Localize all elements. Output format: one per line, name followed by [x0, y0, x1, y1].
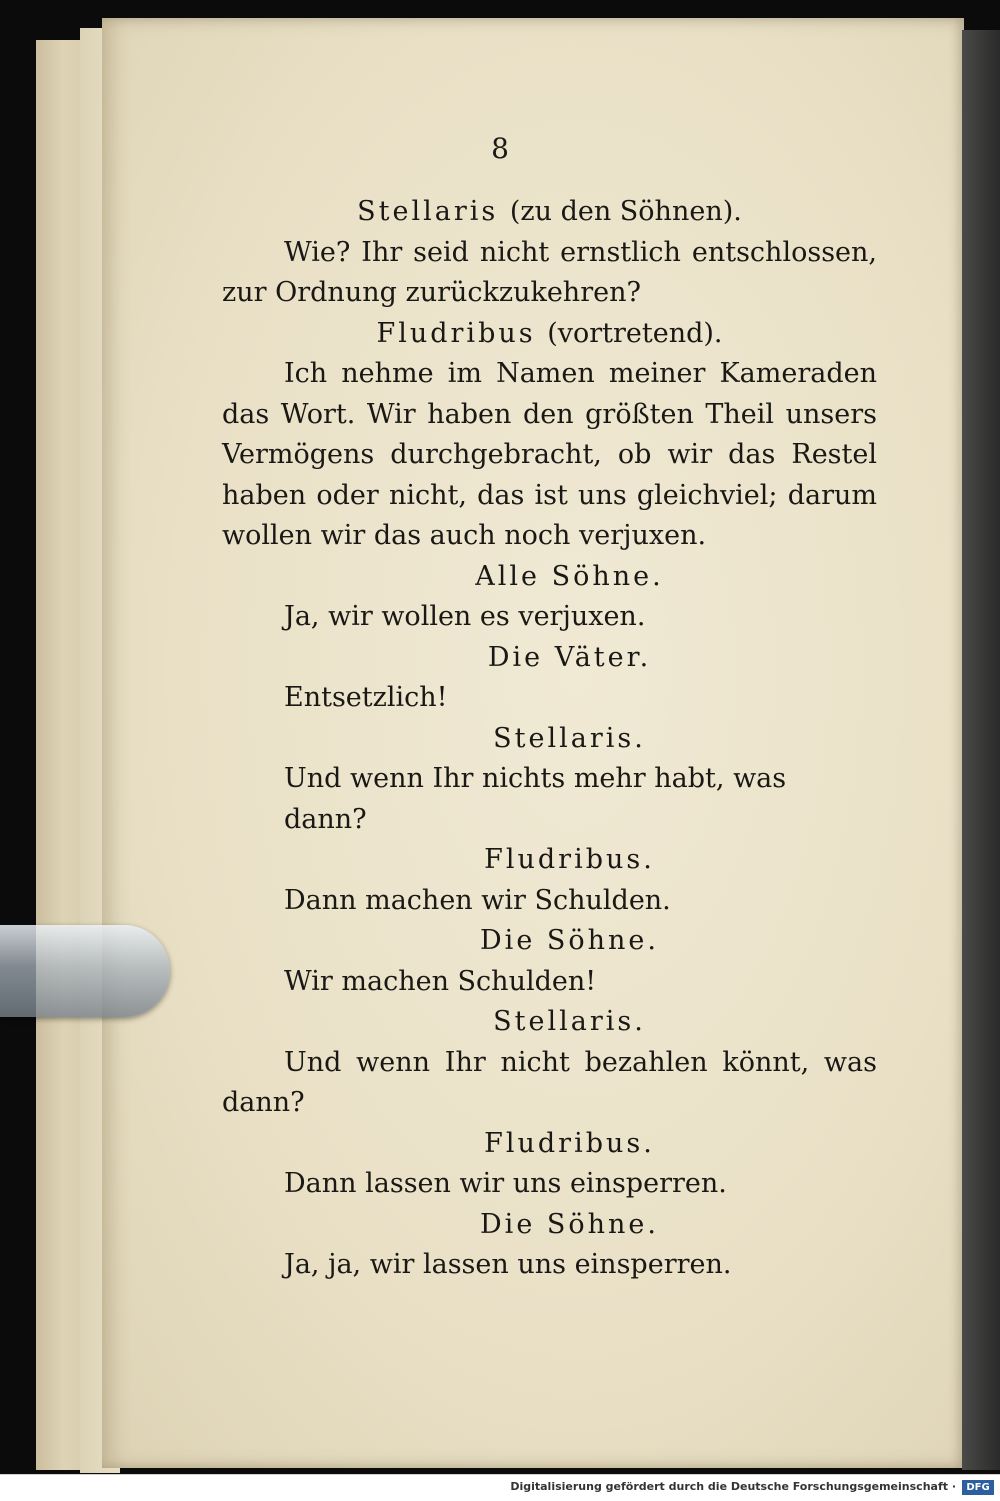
speaker-heading: Die Söhne.	[480, 925, 659, 956]
page-holder-clip	[0, 925, 170, 1017]
dialogue-line: Dann machen wir Schulden.	[284, 884, 671, 916]
speaker-heading: Die Väter.	[487, 641, 652, 673]
dialogue-paragraph: Und wenn Ihr nicht bezahlen könnt, was dann?	[222, 1046, 877, 1118]
footer-credit: Digitalisierung gefördert durch die Deutsche Forschungsgemeinschaft ·	[510, 1480, 956, 1493]
speaker-heading	[222, 192, 877, 233]
dfg-logo: DFG	[962, 1480, 994, 1495]
stage-direction: (zu den Söhnen).	[509, 196, 742, 227]
dialogue-line: Ja, wir wollen es verjuxen.	[284, 601, 646, 632]
speaker-heading: Fludribus.	[484, 844, 655, 875]
dialogue-line: Dann lassen wir uns einsperren.	[284, 1168, 727, 1199]
dialogue-line: Entsetzlich!	[284, 682, 448, 713]
speaker-heading: Stellaris.	[493, 1006, 646, 1037]
speaker-heading: Stellaris.	[493, 722, 646, 754]
speaker-heading: Fludribus.	[484, 1127, 655, 1159]
speaker-heading	[222, 314, 877, 355]
speaker-name: Fludribus	[376, 317, 536, 349]
dialogue-line: Ja, ja, wir lassen uns einsperren.	[284, 1249, 732, 1280]
dialogue-paragraph: Ich nehme im Namen meiner Kameraden das Wort. Wir haben den größten Theil unsers Vermögens durchgebracht, ob wir das Restel haben oder nicht, das ist uns gleichviel; darum wollen wir das auch noch verjuxen.	[222, 358, 877, 551]
page-text	[222, 192, 877, 1286]
page-number: 8	[491, 132, 509, 165]
book-spine-right	[962, 30, 1000, 1470]
dialogue-line: Wir machen Schulden!	[284, 965, 597, 997]
speaker-heading: Alle Söhne.	[475, 560, 664, 592]
footer-bar	[0, 1474, 1000, 1501]
dialogue-paragraph: Wie? Ihr seid nicht ernstlich entschlossen, zur Ordnung zurückzukehren?	[222, 236, 877, 308]
speaker-heading: Die Söhne.	[480, 1208, 659, 1240]
stage-direction: (vortretend).	[547, 317, 723, 349]
speaker-name: Stellaris	[357, 196, 499, 227]
dialogue-line: Und wenn Ihr nichts mehr habt, was dann?	[284, 763, 787, 835]
